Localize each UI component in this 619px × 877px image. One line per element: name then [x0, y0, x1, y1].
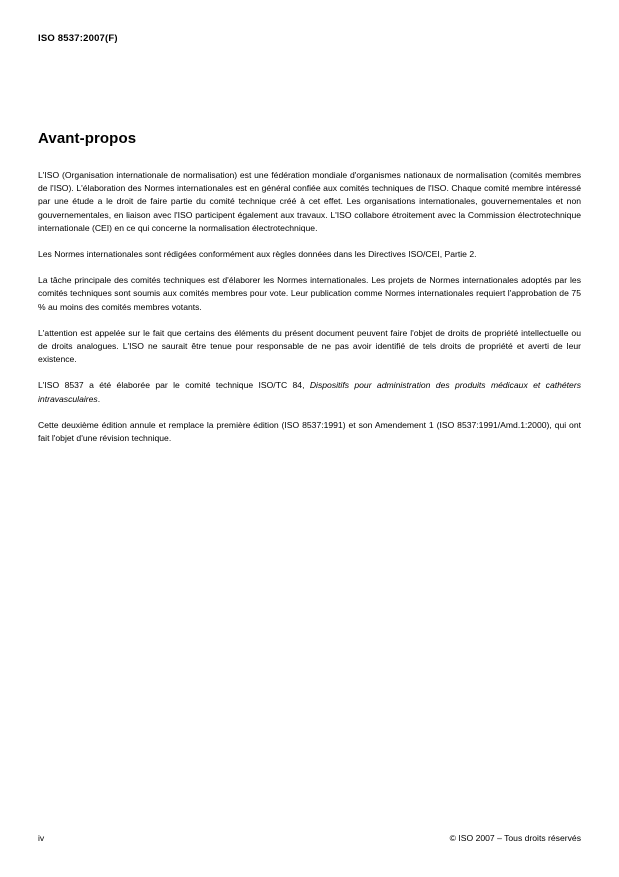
document-content: [38, 130, 581, 445]
footer-copyright: © ISO 2007 – Tous droits réservés: [449, 833, 581, 843]
paragraph-edition-history: Cette deuxième édition annule et remplace la première édition (ISO 8537:1991) et son Amendement 1 (ISO 8537:1991/Amd.1:2000), qui ont fait l'objet d'une révision technique.: [38, 419, 581, 444]
paragraph-committee-attribution: [38, 379, 581, 405]
committee-attribution-text: L'ISO 8537 a été élaborée par le comité technique ISO/TC 84,: [38, 380, 310, 391]
paragraph-patent-rights: L'attention est appelée sur le fait que certains des éléments du présent document peuvent faire l'objet de droits de propriété intellectuelle ou de droits analogues. L'ISO ne saurait être tenue pour responsable de ne pas avoir identifié de tels droits de propriété et averti de leur existence.: [38, 327, 581, 365]
committee-attribution-end: .: [97, 393, 101, 404]
footer-page-number: iv: [38, 833, 45, 843]
paragraph-directives: Les Normes internationales sont rédigées conformément aux règles données dans les Directives ISO/CEI, Partie 2.: [38, 249, 477, 260]
paragraph-technical-committees: La tâche principale des comités techniques est d'élaborer les Normes internationales. Les projets de Normes internationales adoptés par les comités techniques sont soumis aux comités membres pour vote. Leur publication comme Normes internationales requiert l'approbation de 75 % au moins des comités membres votants.: [38, 275, 581, 312]
paragraph-iso-description: L'ISO (Organisation internationale de normalisation) est une fédération mondiale d'organismes nationaux de normalisation (comités membres de l'ISO). L'élaboration des Normes internationales est en général confiée aux comités techniques de l'ISO. Chaque comité membre intéressé par une étude a le droit de faire partie du comité technique créé à cet effet. Les organisations internationales, gouvernementales et non gouvernementales, en liaison avec l'ISO participent également aux travaux. L'ISO collabore étroitement avec la Commission électrotechnique internationale (CEI) en ce qui concerne la normalisation électrotechnique.: [38, 170, 581, 233]
document-header-reference: ISO 8537:2007(F): [38, 33, 118, 44]
page-title: Avant-propos: [38, 130, 137, 147]
committee-scope-title: Dispositifs pour administration des produits médicaux et cathéters intravasculaires: [38, 380, 581, 404]
